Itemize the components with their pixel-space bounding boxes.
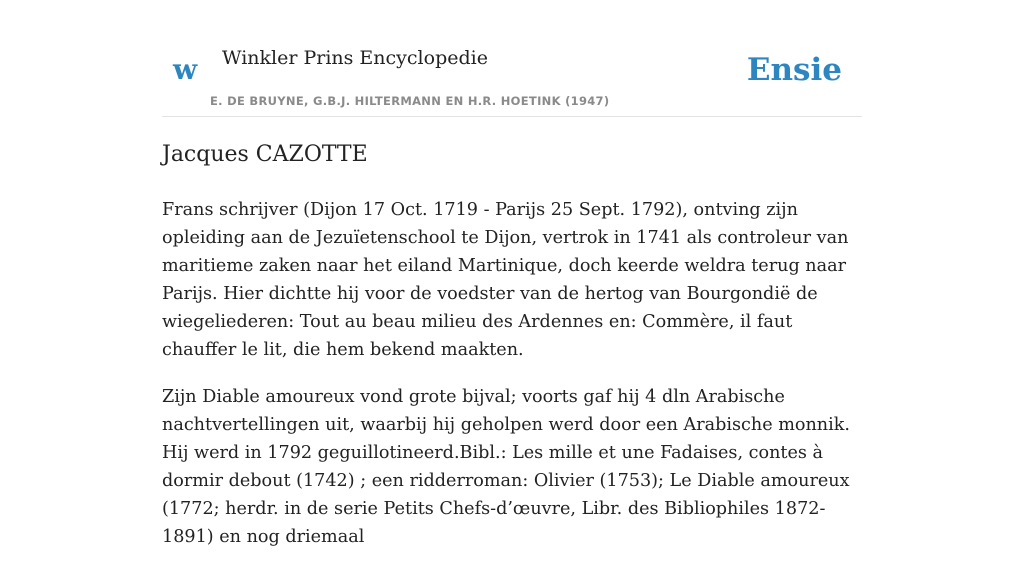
site-title[interactable]: Winkler Prins Encyclopedie bbox=[222, 47, 488, 69]
article-content bbox=[162, 136, 862, 570]
winkler-prins-logo[interactable]: w bbox=[173, 53, 198, 86]
site-header bbox=[162, 0, 862, 117]
ensie-logo[interactable]: Ensie bbox=[746, 52, 842, 88]
article-title: Jacques CAZOTTE bbox=[162, 142, 368, 167]
authors-line: E. DE BRUYNE, G.B.J. HILTERMANN EN H.R. HOETINK (1947) bbox=[210, 94, 610, 108]
article-paragraph: Frans schrijver (Dijon 17 Oct. 1719 - Parijs 25 Sept. 1792), ontving zijn opleiding aan de Jezuïetenschool te Dijon, vertrok in 1741 als controleur van maritieme zaken naar het eiland Martinique, doch keerde weldra terug naar Parijs. Hier dichtte hij voor de voedster van de hertog van Bourgondië de wiegeliederen: Tout au beau milieu des Ardennes en: Commère, il faut chauffer le lit, die hem bekend maakten. bbox=[162, 200, 849, 360]
article-paragraph: Zijn Diable amoureux vond grote bijval; voorts gaf hij 4 dln Arabische nachtvertellingen uit, waarbij hij geholpen werd door een Arabische monnik. Hij werd in 1792 geguillotineerd.Bibl.: Les mille et une Fadaises, contes à dormir debout (1742) ; een ridderroman: Olivier (1753); Le Diable amoureux (1772; herdr. in de serie Petits Chefs-d’œuvre, Libr. des Bibliophiles 1872-1891) en nog driemaal bbox=[162, 387, 851, 547]
